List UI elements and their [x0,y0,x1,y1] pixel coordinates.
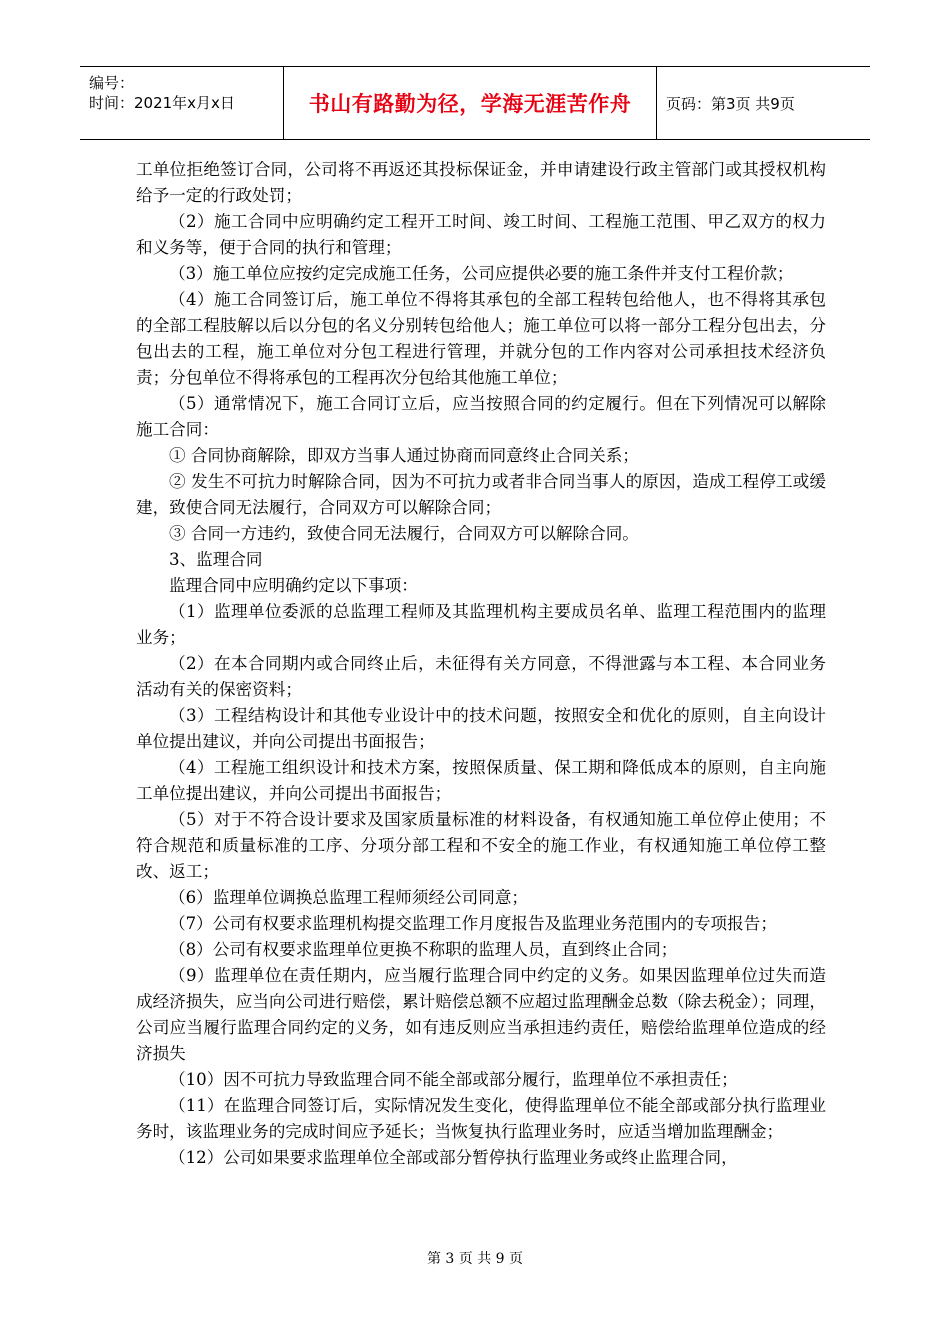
body-paragraph: （3）施工单位应按约定完成施工任务，公司应提供必要的施工条件并支付工程价款； [169,264,794,283]
body-paragraph: （12）公司如果要求监理单位全部或部分暂停执行监理业务或终止监理合同， [169,1148,738,1167]
page-footer: 第 3 页 共 9 页 [426,1251,524,1267]
body-paragraph: （5）通常情况下，施工合同订立后，应当按照合同的约定履行。但在下列情况可以解除施工合同： [136,394,826,439]
body-paragraph: （3）工程结构设计和其他专业设计中的技术问题，按照安全和优化的原则，自主向设计单位提出建议，并向公司提出书面报告； [136,706,826,751]
body-paragraph: （2）施工合同中应明确约定工程开工时间、竣工时间、工程施工范围、甲乙双方的权力和义务等，便于合同的执行和管理； [136,212,826,257]
body-paragraph: （8）公司有权要求监理单位更换不称职的监理人员，直到终止合同； [169,940,678,959]
body-paragraph: ② 发生不可抗力时解除合同，因为不可抗力或者非合同当事人的原因，造成工程停工或缓建，致使合同无法履行，合同双方可以解除合同； [136,472,826,517]
page-header [80,66,870,140]
body-paragraph: ③ 合同一方违约，致使合同无法履行，合同双方可以解除合同。 [169,524,639,543]
header-meta [80,67,284,139]
body-paragraph: （7）公司有权要求监理机构提交监理工作月度报告及监理业务范围内的专项报告； [169,914,777,933]
document-body [136,157,826,1171]
body-paragraph: （1）监理单位委派的总监理工程师及其监理机构主要成员名单、监理工程范围内的监理业务； [136,602,826,647]
body-paragraph: （11）在监理合同签订后，实际情况发生变化，使得监理单位不能全部或部分执行监理业务时，该监理业务的完成时间应予延长；当恢复执行监理业务时，应适当增加监理酬金； [136,1096,826,1141]
body-paragraph: （5）对于不符合设计要求及国家质量标准的材料设备，有权通知施工单位停止使用；不符合规范和质量标准的工序、分项分部工程和不安全的施工作业，有权通知施工单位停工整改、返工； [136,810,826,881]
body-paragraph: （10）因不可抗力导致监理合同不能全部或部分履行，监理单位不承担责任； [169,1070,738,1089]
header-motto: 书山有路勤为径，学海无涯苦作舟 [284,67,657,139]
body-paragraph: （4）施工合同签订后，施工单位不得将其承包的全部工程转包给他人，也不得将其承包的全部工程肢解以后以分包的名义分别转包给他人；施工单位可以将一部分工程分包出去，分包出去的工程，施工单位对分包工程进行管理，并就分包的工作内容对公司承担技术经济负责；分包单位不得将承包的工程再次分包给其他施工单位； [136,290,826,387]
body-paragraph: 工单位拒绝签订合同，公司将不再返还其投标保证金，并申请建设行政主管部门或其授权机构给予一定的行政处罚； [136,160,826,205]
body-paragraph: ① 合同协商解除，即双方当事人通过协商而同意终止合同关系； [169,446,639,465]
body-paragraph: （4）工程施工组织设计和技术方案，按照保质量、保工期和降低成本的原则，自主向施工单位提出建议，并向公司提出书面报告； [136,758,826,803]
body-paragraph: （2）在本合同期内或合同终止后，未征得有关方同意，不得泄露与本工程、本合同业务活动有关的保密资料； [136,654,826,699]
doc-time-label: 时间：2021年x月x日 [89,94,235,112]
header-page-number: 页码：第3页 共9页 [666,94,795,113]
body-paragraph: 3、监理合同 [169,550,263,569]
doc-number-label: 编号： [89,74,135,92]
body-paragraph: （6）监理单位调换总监理工程师须经公司同意； [169,888,529,907]
body-paragraph: （9）监理单位在责任期内，应当履行监理合同中约定的义务。如果因监理单位过失而造成经济损失，应当向公司进行赔偿，累计赔偿总额不应超过监理酬金总数（除去税金）；同理，公司应当履行监理合同约定的义务，如有违反则应当承担违约责任，赔偿给监理单位造成的经济损失 [136,966,826,1063]
body-paragraph: 监理合同中应明确约定以下事项： [169,576,418,595]
